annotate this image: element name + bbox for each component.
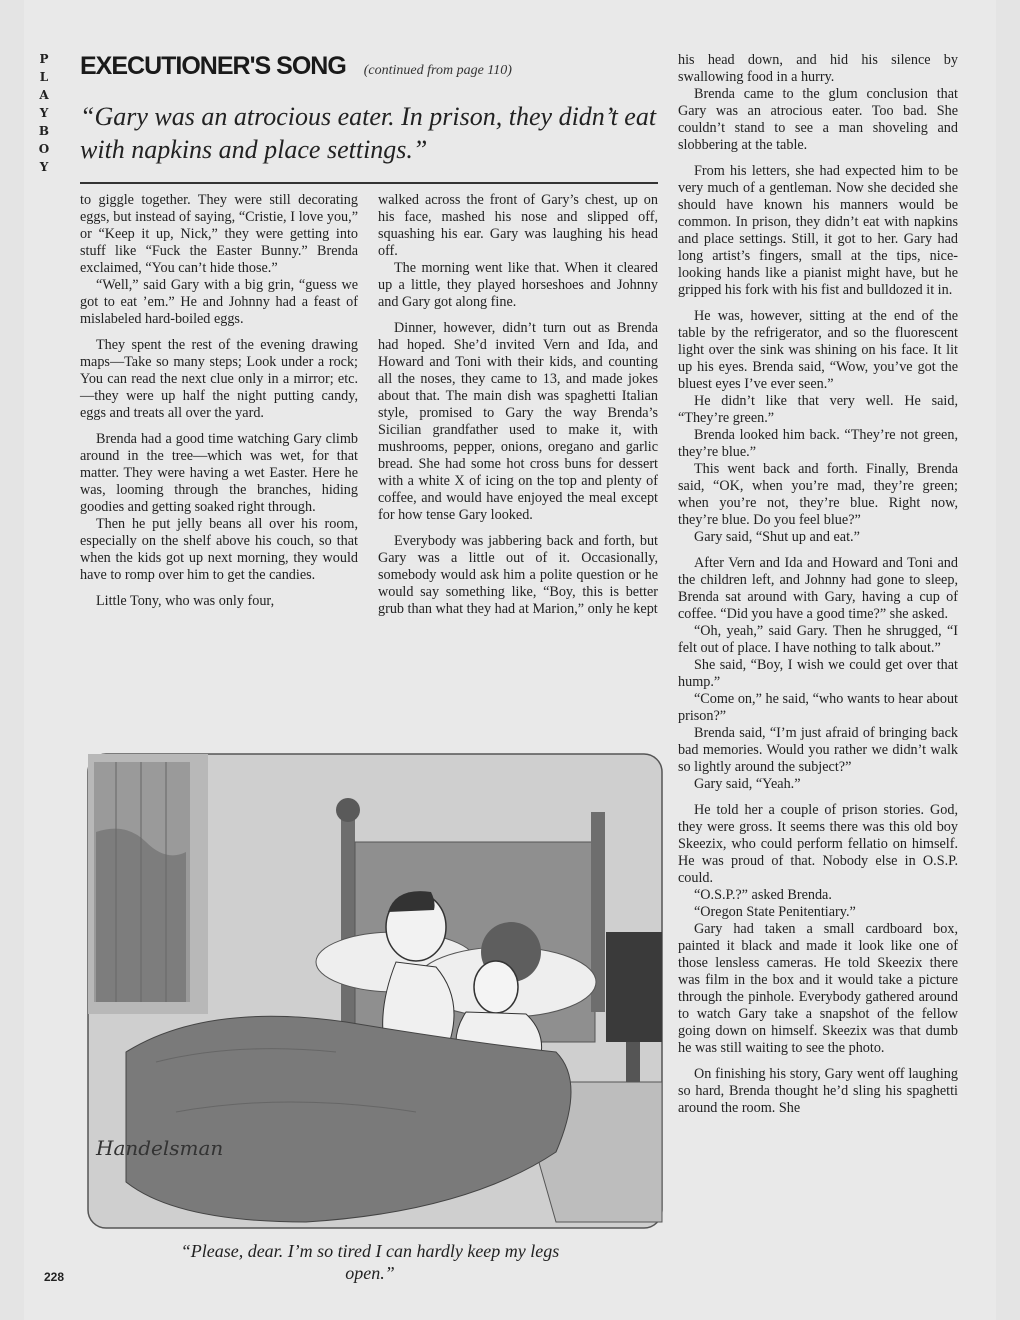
paragraph: This went back and forth. Finally, Brenda said, “OK, when you’re mad, they’re green; when you’re not, they’re blue. Right now, they’re blue. Do you feel blue?” (678, 461, 958, 528)
paragraph: Everybody was jabbering back and forth, but Gary was a little out of it. Occasionally, somebody would ask him a polite question or he would say something like, “Boy, this is better grub than what they had at Marion,” only he kept (378, 533, 658, 617)
paragraph: Brenda said, “I’m just afraid of bringing back bad memories. Would you rather we didn’t walk so lightly around the subject?” (678, 725, 958, 775)
paragraph: Then he put jelly beans all over his room, especially on the shelf above his couch, so that when the kids got up next morning, they would have to romp over him to get the candies. (80, 516, 358, 583)
magazine-spine-label (34, 50, 54, 176)
paragraph: Little Tony, who was only four, (96, 593, 275, 609)
paragraph: Brenda came to the glum conclusion that Gary was an atrocious eater. Too bad. She couldn’t stand to see a man shoveling and slobbering at the table. (678, 86, 958, 153)
paragraph: Brenda looked him back. “They’re not green, they’re blue.” (678, 427, 958, 460)
cartoon-caption: “Please, dear. I’m so tired I can hardly keep my legs open.” (180, 1241, 560, 1283)
page-number: 228 (44, 1270, 65, 1284)
paragraph: Gary had taken a small cardboard box, painted it black and made it look like one of those lensless cameras. He told Skeezix there was film in the box and it would take a picture through the pinhole. Everybody gathered around to watch Gary take a snapshot of the fellow going down on himself. Skeezix was that dumb he was still waiting to see the photo. (678, 921, 958, 1056)
paragraph: The morning went like that. When it cleared up a little, they played horseshoes and Johnny and Gary got along fine. (378, 260, 658, 310)
paragraph: From his letters, she had expected him to be very much of a gentleman. Now she decided she should have known his manners would be common. In prison, they didn’t eat with napkins and place settings. Still, it got to her. Gary had long artist’s fingers, small at the tips, nice-looking hands like a pianist might have, but he gripped his fork with his fist and bulldozed it in. (678, 163, 958, 298)
spine-letter: O (38, 142, 50, 156)
spine-letter: L (39, 70, 49, 84)
article-title: EXECUTIONER'S SONG (80, 52, 346, 80)
spine-letter: P (39, 52, 49, 66)
text-column-3 (678, 52, 958, 1117)
paragraph: He was, however, sitting at the end of the table by the refrigerator, and so the fluorescent light over the sink was shining on his face. It lit up his eyes. Brenda said, “Wow, you’ve got the bluest eyes I’ve ever seen.” (678, 308, 958, 392)
paragraph: “Oh, yeah,” said Gary. Then he shrugged, “I felt out of place. I have nothing to talk about.” (678, 623, 958, 656)
paragraph: walked across the front of Gary’s chest, up on his face, mashed his nose and slipped off, squashing his ear. Gary was laughing his head off. (378, 192, 658, 259)
cartoon-signature: Handelsman (96, 1136, 224, 1160)
paragraph: Brenda had a good time watching Gary climb around in the tree—which was wet, for that matter. They were having a wet Easter. Here he was, looming through the branches, hiding goodies and getting soaked right through. (80, 431, 358, 515)
paragraph: They spent the rest of the evening drawing maps—Take so many steps; Look under a rock; You can read the next clue only in a mirror; etc.—they were up half the night putting candy, eggs and treats all over the yard. (80, 337, 358, 421)
paragraph: Dinner, however, didn’t turn out as Brenda had hoped. She’d invited Vern and Ida, and Howard and Toni with their kids, and counting all the noses, they came to 13, and made jokes about that. The main dish was spaghetti Italian style, promised to Gary the way Brenda’s Sicilian grandfather used to make it, with mushrooms, pepper, onions, oregano and garlic bread. She had some hot cross buns for dessert with a white X of icing on the top and plenty of coffee, and would have enjoyed the meal except for how tense Gary looked. (378, 320, 658, 523)
paragraph: She said, “Boy, I wish we could get over that hump.” (678, 657, 958, 690)
paragraph: Gary said, “Shut up and eat.” (694, 529, 860, 545)
spine-letter: B (38, 124, 50, 138)
paragraph: “Oregon State Penitentiary.” (694, 904, 856, 920)
paragraph: “Come on,” he said, “who wants to hear about prison?” (678, 691, 958, 724)
text-column-1 (80, 192, 358, 610)
article-header (80, 52, 670, 81)
continued-note: (continued from page 110) (363, 63, 512, 78)
paragraph: to giggle together. They were still decorating eggs, but instead of saying, “Cristie, I love you,” or “Keep it up, Nick,” they were getting into stuff like “Fuck the Easter Bunny.” Brenda exclaimed, “You can’t hide those.” (80, 192, 358, 276)
pull-quote-rule (80, 182, 658, 184)
paragraph: After Vern and Ida and Howard and Toni and the children left, and Johnny had gone to sleep, Brenda sat around with Gary, having a cup of coffee. “Did you have a good time?” she asked. (678, 555, 958, 622)
text-column-2 (378, 192, 658, 618)
pull-quote: “Gary was an atrocious eater. In prison, they didn’t eat with napkins and place settings.” (80, 102, 657, 164)
paragraph: his head down, and hid his silence by swallowing food in a hurry. (678, 52, 958, 85)
spine-letter: Y (39, 160, 49, 174)
spine-letter: A (39, 88, 49, 102)
paragraph: On finishing his story, Gary went off laughing so hard, Brenda thought he’d sling his spaghetti around the room. She (678, 1066, 958, 1116)
paragraph: He told her a couple of prison stories. God, they were gross. It seems there was this old boy Skeezix, who could perform fellatio on himself. He was proud of that. Nobody else in O.S.P. could. (678, 802, 958, 886)
paragraph: “O.S.P.?” asked Brenda. (694, 887, 832, 903)
spine-letter: Y (39, 106, 49, 120)
paragraph: “Well,” said Gary with a big grin, “guess we got to eat ’em.” He and Johnny had a feast of mislabeled hard-boiled eggs. (80, 277, 358, 327)
paragraph: He didn’t like that very well. He said, “They’re green.” (678, 393, 958, 426)
paragraph: Gary said, “Yeah.” (694, 776, 801, 792)
